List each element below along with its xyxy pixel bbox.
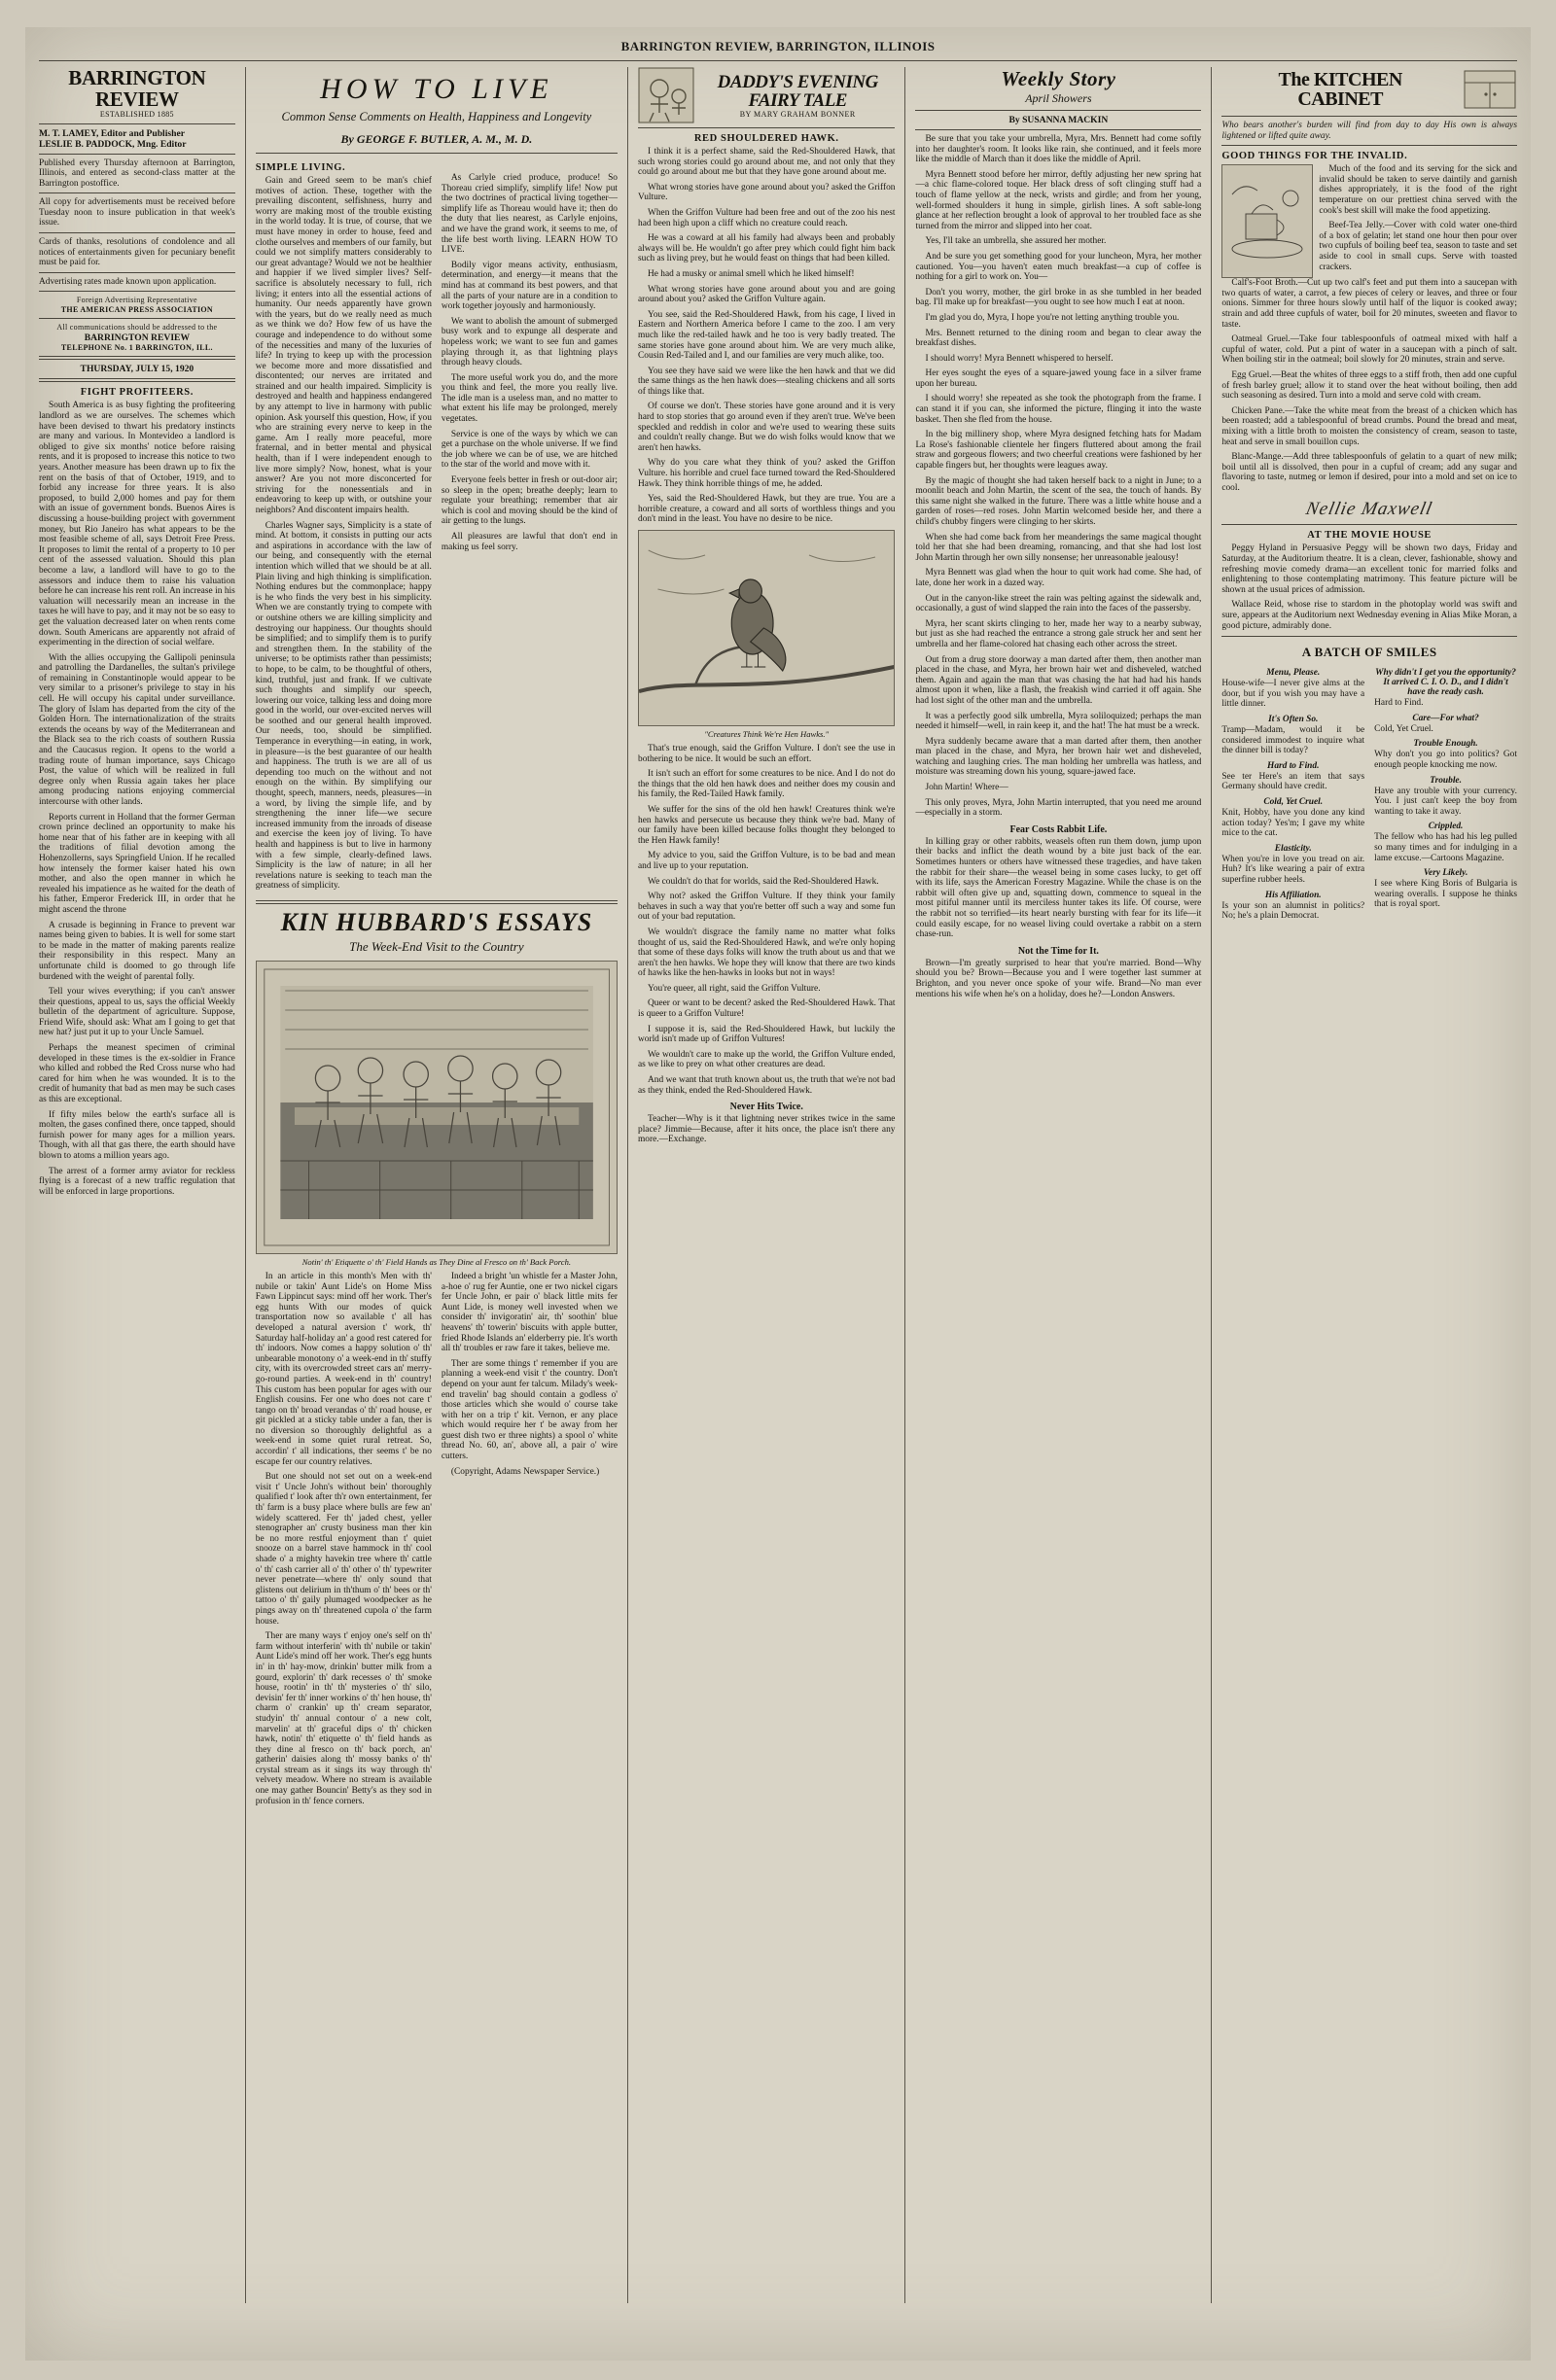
paragraph: Teacher—Why is it that lightning never strikes twice in the same place? Jimmie—Because, after it hits once, the place isn't there any more.—Exchange. bbox=[638, 1114, 896, 1145]
paragraph: We wouldn't disgrace the family name no matter what folks thought of us, said the Red-Shouldered Hawk, and we're only hoping that some of these days folks will know the truth about us and that we aren't the hen hawks. We hope they will know that there are two kinds of hawks like the hen-hawks in looks but not in ways! bbox=[638, 927, 896, 979]
never-hits-twice-text bbox=[638, 1114, 895, 1145]
joke-head: His Affiliation. bbox=[1264, 890, 1322, 900]
paragraph: Ther are many ways t' enjoy one's self on th' farm without interferin' with th' nubile or takin' Aunt Lide's mind off her work. Ther's egg hunts in' in th' hay-mow, drinkin' butter milk from a gourd, explorin' th' dark recesses o' th' smoke house, rootin' in th' th' mysteries o' th' silo, devisin' fer th' inner workins o' th' hen house, th' charm o' crankin' up th' cream separator, studyin' th' annual contour o' a new colt, marvelin' at th' graceful dips o' th' chicken hawk, notin' th' etiquette o' th' field hands as they dine al fresco on th' back porch, an' gatherin' daisies along th' mossy banks o' th' crystal stream as it sings its way through th' velvety meadow. Where no stream is available one may gather Bouncin' Betty's as they sod in profusion in th' fence corners. bbox=[255, 1631, 432, 1806]
paragraph: I'm glad you do, Myra, I hope you're not letting anything trouble you. bbox=[925, 312, 1180, 323]
divider bbox=[39, 123, 235, 124]
joke-text: House-wife—I never give alms at the door, but if you wish you may have a little dinner. bbox=[1221, 679, 1365, 710]
joke-head: Elasticity. bbox=[1274, 843, 1312, 854]
paragraph: We wouldn't care to make up the world, the Griffon Vulture ended, as we like to prey on what other creatures are dead. bbox=[638, 1049, 896, 1070]
joke-head: Very Likely. bbox=[1423, 868, 1468, 879]
column-divider bbox=[1211, 67, 1212, 2303]
how-to-live-title: HOW TO LIVE bbox=[320, 73, 553, 105]
joke-head: Cold, Yet Cruel. bbox=[1263, 796, 1324, 807]
daddy-head-line1: DADDY'S EVENING bbox=[717, 71, 878, 92]
divider bbox=[39, 378, 235, 382]
paragraph: Be sure that you take your umbrella, Myra, Mrs. Bennett had come softly into her daughter's room. It looks like rain, she continued, and it feels more like the middle of March than it does like the middle of April. bbox=[915, 134, 1202, 165]
paragraph: Blanc-Mange.—Add three tablespoonfuls of gelatin to a quart of new milk; boil until all is dissolved, then pour in a cupful of cream; add any sugar and flavoring to taste, nutmeg or lemon if desired, pour into a mold and set on ice to cool. bbox=[1221, 452, 1517, 493]
publication-notice-3: Cards of thanks, resolutions of condolence and all notices of entertainments given for pecuniary benefit must be paid for. bbox=[39, 237, 235, 268]
weekly-story-body bbox=[915, 134, 1201, 819]
paragraph: Oatmeal Gruel.—Take four tablespoonfuls of oatmeal mixed with half a cupful of water, cold. Put a pint of water in a saucepan with a pinch of salt. When boiling stir in the oatmeal; boil slowly for 20 minutes, strain and serve. bbox=[1221, 334, 1517, 366]
paragraph: By the magic of thought she had taken herself back to a night in June; to a moonlit beach and John Martin, the scent of the sea, the touch of hands. By this same night she walked in the future. There was a little white house and a garden of roses—red roses. John Martin welcomed beside her, and there a child's chubby fingers were clinging to her skirts. bbox=[915, 475, 1202, 527]
divider bbox=[1221, 116, 1517, 117]
column-daddys-fairy-tale bbox=[638, 67, 895, 2303]
paragraph: We couldn't do that for worlds, said the Red-Shouldered Hawk. bbox=[648, 876, 879, 887]
not-the-time-head: Not the Time for It. bbox=[1017, 945, 1099, 957]
editor-line: M. T. LAMEY, Editor and Publisher bbox=[39, 127, 185, 139]
joke-head: Care—For what? bbox=[1412, 713, 1479, 723]
paragraph: Bodily vigor means activity, enthusiasm, determination, and energy—it means that the mind has at command its best powers, and that all the parts of your nature are in a condition to work together joyously and harmoniously. bbox=[441, 260, 618, 312]
paragraph: And we want that truth known about us, the truth that we're not bad as they think, ended the Red-Shouldered Hawk. bbox=[638, 1075, 896, 1096]
simple-living-head: SIMPLE LIVING. bbox=[255, 162, 346, 173]
editorial-headline: FIGHT PROFITEERS. bbox=[80, 387, 194, 399]
credit-line: (Copyright, Adams Newspaper Service.) bbox=[450, 1466, 600, 1477]
movie-house-body bbox=[1221, 543, 1517, 631]
kitchen-body-rest bbox=[1221, 278, 1517, 493]
paragraph: Why not? asked the Griffon Vulture. If they think your family behaves in such a way that you're better off such a way and some fun out of your bad reputation. bbox=[638, 892, 896, 923]
farm-porch-scene-icon bbox=[257, 962, 617, 1253]
paragraph: When the Griffon Vulture had been free and out of the zoo his nest had been high upon a cliff which no creature could reach. bbox=[638, 207, 896, 228]
editorial-body bbox=[39, 401, 235, 1197]
paragraph: Yes, said the Red-Shouldered Hawk, but they are true. You are a horrible creature, a coward and all sorts of worthless things and you don't mind in the least. You have no desire to be nice. bbox=[638, 494, 896, 525]
daddy-author: BY MARY GRAHAM BONNER bbox=[739, 109, 856, 119]
issue-date: THURSDAY, JULY 15, 1920 bbox=[80, 364, 194, 375]
kitchen-epigraph: Who bears another's burden will find from day to day His own is always lightened or lifted quite away. bbox=[1221, 121, 1517, 141]
telephone-line: TELEPHONE No. 1 BARRINGTON, ILL. bbox=[60, 342, 213, 352]
joke-text: Hard to Find. bbox=[1374, 698, 1424, 709]
ad-rep-name: THE AMERICAN PRESS ASSOCIATION bbox=[60, 304, 213, 314]
never-hits-twice-head: Never Hits Twice. bbox=[729, 1102, 803, 1113]
how-to-live-body-left bbox=[256, 176, 432, 892]
joke-text: Is your son an alumnist in politics? No; he's a plain Democrat. bbox=[1221, 900, 1365, 922]
column-divider bbox=[904, 67, 905, 2303]
kin-hubbard-subtitle: The Week-End Visit to the Country bbox=[349, 938, 524, 954]
weekly-story-byline: By SUSANNA MACKIN bbox=[1008, 115, 1109, 125]
publication-notice-1: Published every Thursday afternoon at Barrington, Illinois, and entered as second-class matter at the Barrington postoffice. bbox=[39, 158, 235, 189]
paragraph: Indeed a bright 'un whistle fer a Master John, a-hoe o' rug fer Auntie, one er two nickel cigars fer Uncle John, er pair o' black little mits fer Aunt Lide, is money well invested when we consider th' invigoratin' air, th' soothin' blue heavens' th' towerin' biscuits with apple butter, fried Rhode Islands an' elderberry pie. It's worth all th' troubles er raw fare it takes, believe me. bbox=[441, 1271, 618, 1354]
column-weekly-story bbox=[915, 67, 1201, 2303]
joke-head: Menu, Please. bbox=[1266, 668, 1321, 679]
paragraph: Reports current in Holland that the former German crown prince declined an opportunity to make his home near that of his father are in keeping with all the traditions of filial devotion among the Hohenzollerns, says Springfield Union. If he recalled how intensely the former kaiser hated his own mother, and also the open manner in which he revealed his impatience as he waited for the death of his father, Emperor Frederick III, in order that he might ascend the throne bbox=[39, 812, 235, 915]
established-line: ESTABLISHED 1885 bbox=[99, 110, 174, 119]
column-divider bbox=[627, 67, 628, 2303]
paragraph: That's true enough, said the Griffon Vulture. I don't see the use in bothering to be nice. It would be such an effort. bbox=[638, 744, 896, 764]
paragraph: With the allies occupying the Gallipoli peninsula and patrolling the Dardanelles, the sultan's privilege of remaining in Constantinople would appear to be very similar to a prisoner's privilege to stay in his cell. He will occupy his capital under surveillance. The glory of Islam has departed from the city of the Golden Horn. The internationalization of the straits extends the oceans by way of the Mediterranean and the Black sea to the rich coasts of southern Russia and the Caucasus region. It opens to the world a trading route of human importance, says Chicago Post, the value of which will be realized in full degree only when Russia again takes her place among producing nations enjoying commercial intercourse with other lands. bbox=[39, 652, 235, 807]
kin-hubbard-caption: Notin' th' Etiquette o' th' Field Hands as They Dine al Fresco on th' Back Porch. bbox=[301, 1256, 572, 1267]
newspaper-sheet bbox=[25, 27, 1531, 2361]
kitchen-cabinet-icon bbox=[1463, 67, 1517, 112]
paragraph: You see they have said we were like the hen hawk and that we did the same things as the hen hawk does—stealing chickens and all sorts of things like that. bbox=[638, 366, 896, 397]
divider bbox=[1221, 145, 1517, 146]
paragraph: It isn't such an effort for some creatures to be nice. And I do not do the things that the old hen hawk does and neither does my cousin and his family, the Red-Tailed Hawk family. bbox=[638, 769, 896, 800]
kin-hubbard-illustration bbox=[256, 961, 618, 1254]
column-container bbox=[39, 67, 1517, 2303]
kin-hubbard-body-left bbox=[256, 1272, 432, 1806]
paragraph: He had a musky or animal smell which he liked himself! bbox=[648, 268, 855, 279]
kitchen-body-intro bbox=[1319, 164, 1517, 277]
divider bbox=[256, 153, 618, 154]
divider bbox=[39, 272, 235, 273]
paragraph: Don't you worry, mother, the girl broke in as she tumbled in her beaded bag. I'll make up for breakfast—you ought to see how much I eat at noon. bbox=[915, 287, 1202, 308]
paragraph: Charles Wagner says, Simplicity is a state of mind. At bottom, it consists in putting our acts and aspirations in accordance with the law of our being, and consequently with the eternal intention which willed that we should be at all. Plain living and high thinking is simplification. Nothing endures but the commonplace; happy is he who finds the very best in his simplicity. When we are constantly trying to compete with or outshine others we are killing simplicity and destroying our happiness. Our thoughts should be simplified; and to simplify them is to purify and strengthen them. In the stability of the universe; to be optimists rather than pessimists; to hope, to be calm, to be thoughtful of others, kind, truthful, just and frank. If we cultivate such thoughts and simplify our speech, lowering our voice, talking less and doing more good in the world, our over-excited nerves will be soothed and our general health improved. Our needs, too, should be simplified. Temperance in everything—in eating, in work, in pleasure—is the best guarantee of our health and happiness. The truth is we are all of us depending too much on the without and not enough on the within. By simplifying our thought, speech, manners, needs, pleasures—in a word, by living the simple life, and by strengthening the inner life—we secure increased immunity from the inroads of disease and exercise the keen joy of living. To have health and happiness is but to live in harmony with a few simple, clearly-defined laws. Simplicity is the law of nature; in all her revelations nature is seeking to teach man the greatness of simplicity. bbox=[255, 520, 432, 892]
paragraph: All pleasures are lawful that don't end in making us feel sorry. bbox=[441, 532, 618, 552]
column-masthead-editorial bbox=[39, 67, 235, 2303]
header-rule bbox=[39, 60, 1517, 61]
joke-head: Why didn't I get you the opportunity? It arrived C. I. O. D., and I didn't have the ready cash. bbox=[1375, 668, 1516, 698]
joke-text: Knit, Hobby, have you done any kind action today? Yes'm; I gave my white mice to the cat. bbox=[1221, 807, 1365, 839]
paragraph: Myra Bennett was glad when the hour to quit work had come. She had, of late, done her work in a dazed way. bbox=[915, 568, 1202, 588]
paragraph: Queer or want to be decent? asked the Red-Shouldered Hawk. That is queer to a Griffon Vulture! bbox=[638, 998, 896, 1020]
paragraph: As Carlyle cried produce, produce! So Thoreau cried simplify, simplify life! Now put the two doctrines of practical living together—simplify life as Thoreau would have it; then do the duty that lies nearest, as Carlyle enjoins, and we have the grand work, it seems to me, of the life best worth living. LEARN HOW TO LIVE. bbox=[441, 173, 618, 256]
paragraph: Wallace Reid, whose rise to stardom in the photoplay world was swift and sure, appears at the Auditorium next Wednesday evening in Alias Mike Moran, a good picture, admirably done. bbox=[1221, 600, 1517, 631]
paragraph: Tell your wives everything; if you can't answer their questions, appeal to us, says the official Weekly bulletin of the department of agriculture. Suppose, Friend Wife, should ask: What am I going to get that new hat? just put it up to your Uncle Samuel. bbox=[39, 987, 235, 1038]
hawk-on-branch-icon bbox=[639, 531, 894, 725]
hawk-illustration bbox=[638, 530, 895, 726]
paragraph: You see, said the Red-Shouldered Hawk, from his cage, I lived in Eastern and Northern America before I came to the zoo. I am very much like the red-tailed hawk and he too is very badly treated. The same stories have gone around about him. We are very much alike, Cousin Red-Tailed and I, and our families are very much alike, too. bbox=[638, 309, 896, 362]
ad-rep-label: Foreign Advertising Representative bbox=[76, 296, 197, 305]
joke-text: When you're in love you tread on air. Huh? It's like wearing a pair of extra superfine rubber heels. bbox=[1221, 854, 1365, 885]
tea-tray-icon bbox=[1222, 165, 1312, 272]
paragraph: Yes, I'll take an umbrella, she assured her mother. bbox=[925, 236, 1107, 247]
paragraph: A crusade is beginning in France to prevent war names being given to babies. It is well for some start to be made in the matter of making parents realize their responsibility in this respect. Many an unfortunate child is doomed to go through life burdened with the weight of parental folly. bbox=[39, 920, 235, 982]
joke-head: Crippled. bbox=[1428, 822, 1464, 832]
joke-text: Tramp—Madam, would it be considered immodest to inquire what the dinner bill is today? bbox=[1221, 725, 1365, 756]
paragraph: Ther are some things t' remember if you are planning a week-end visit t' the country. Don't depend on your aunt fer talcum. Milady's week-end travelin' bag should contain a godless o' those articles which she would o' course take with her on a trip t' kit. Vernon, er any place which would require her t' be away from her guest dish two er three nights) a spool o' white thread No. 60, an', above all, a pair o' wire cutters. bbox=[441, 1358, 618, 1462]
divider bbox=[638, 127, 895, 128]
paragraph: We want to abolish the amount of submerged busy work and to expunge all desperate and hopeless work; we want to see fun and games playing through it, as that lightning plays through heavy clouds. bbox=[441, 316, 618, 368]
good-things-head: GOOD THINGS FOR THE INVALID. bbox=[1221, 151, 1408, 162]
divider bbox=[39, 192, 235, 193]
paragraph: You're queer, all right, said the Griffon Vulture. bbox=[648, 983, 821, 994]
joke-head: Hard to Find. bbox=[1267, 760, 1320, 771]
weekly-story-title: Weekly Story bbox=[1001, 67, 1116, 90]
paragraph: The more useful work you do, and the more you think and feel, the more you really live. The idle man is a useless man, and no matter to what extent his life may be prolonged, merely vegetates. bbox=[441, 372, 618, 425]
divider bbox=[39, 154, 235, 155]
paragraph: Much of the food and its serving for the sick and invalid should be taken to serve daintily and garnish dishes appropriately, it is the food of the right temperature on our prettiest china served with the cook's best skill will make the food appetizing. bbox=[1319, 164, 1517, 216]
fairy-tale-logo-icon bbox=[638, 67, 694, 123]
paragraph: Out from a drug store doorway a man darted after them, then another man placed in the chase, and Myra, her brown hair wet and disheveled, watched them. Again and again the man that was chasing the hat had had his hands almost upon it when, like a flash, the freakish wind carried it off again. She had lost sight of the other man and the umbrella. bbox=[915, 654, 1202, 706]
paper-title: BARRINGTON REVIEW bbox=[68, 66, 206, 111]
paragraph: Why do you care what they think of you? asked the Griffon Vulture. his horrible and cruel face turned toward the Red-Shouldered Hawk. They think horrible things of me, he added. bbox=[638, 458, 896, 489]
column-how-to-live bbox=[256, 67, 618, 2303]
fear-costs-rabbit-text bbox=[915, 837, 1201, 940]
movie-house-head: AT THE MOVIE HOUSE bbox=[1307, 530, 1432, 542]
kitchen-head-line2: CABINET bbox=[1297, 88, 1383, 110]
joke-text: Have any trouble with your currency. You. I just can't keep the boy from wanting to take it away. bbox=[1374, 786, 1517, 817]
paragraph: Gain and Greed seem to be man's chief motives of action. These, together with the prevailing discontent, selfishness, hurry and worry are making most of the trouble existing in the world today. It is true, of course, that we must have money in order to house, feed and clothe ourselves and members of our family, but could we not simplify matters considerably to our great advantage? Would we not be healthier and happier if we lived simpler lives? Self-sacrifice is absolutely necessary to full, rich living; it enters into all the essential actions of humanity. Our needs apparently have grown with the years, but do we really need as much as we think we do? How few of us have the courage and independence to do without some of the necessities and many of the luxuries of life? In trying to keep up with the procession we become more and more dissatisfied and discontented; our nerves are irritated and strained and our health impaired. Simplicity is destroyed and health and happiness endangered by any attempt to live in harmony with public opinion. Ask yourself this question, How, if you who are straining every nerve to keep in the game. Am I really more peaceful, more fraternal, and in better mental and physical health, than if I were independent enough to live more simply? Now, honest, what is your answer? Are you not more disconcerted for striving for the nonessentials and in endeavoring to keep up with, or outshine your neighbors? And discontent impairs health. bbox=[255, 176, 432, 515]
paragraph: My advice to you, said the Griffon Vulture, is to be bad and mean and live up to your reputation. bbox=[638, 851, 896, 871]
hawk-illustration-caption: "Creatures Think We're Hen Hawks." bbox=[704, 729, 830, 739]
column-kitchen-cabinet bbox=[1221, 67, 1517, 2303]
paragraph: Out in the canyon-like street the rain was pelting against the sidewalk and, occasionally, a gust of wind slapped the rain into the faces of the passersby. bbox=[915, 593, 1202, 614]
paragraph: Myra, her scant skirts clinging to her, made her way to a nearby subway, but just as she had reached the entrance a strong gale struck her and sent her umbrella and her flame-colored hat chasing each other across the street. bbox=[915, 618, 1202, 649]
paragraph: Chicken Pane.—Take the white meat from the breast of a chicken which has been roasted; add a tablespoonful of bread crumbs. Pound the bread and meat, mixing with a little broth to moisten the consistency of cream, season to taste, heat and serve in small bouillon cups. bbox=[1221, 405, 1517, 447]
paragraph: What wrong stories have gone around about you and are going around about you? asked the Griffon Vulture again. bbox=[638, 284, 896, 305]
kin-hubbard-title: KIN HUBBARD'S ESSAYS bbox=[280, 907, 593, 936]
kitchen-illustration bbox=[1221, 164, 1313, 278]
joke-head: It's Often So. bbox=[1268, 715, 1319, 724]
paragraph: Beef-Tea Jelly.—Cover with cold water one-third of a box of gelatin; let stand one hour then pour over two cupfuls of boiling beef tea, season to taste and set aside to cool in small cups. Serve with toasted crackers. bbox=[1319, 221, 1517, 272]
paragraph: Egg Gruel.—Beat the whites of three eggs to a stiff froth, then add one cupful of fresh barley gruel; allow it to stand over the heat without boiling, then add such seasoning as desired. Turn into a mold and serve cold with cream. bbox=[1221, 369, 1517, 402]
how-to-live-body-right bbox=[442, 173, 618, 552]
joke-head: Trouble. bbox=[1430, 775, 1462, 786]
joke-text: Cold, Yet Cruel. bbox=[1374, 723, 1433, 734]
paragraph: And be sure you get something good for your luncheon, Myra, her mother cautioned. You—you haven't eaten much breakfast—a cup of coffee is nothing for a girl to work on. You— bbox=[915, 251, 1202, 283]
divider bbox=[39, 232, 235, 233]
paragraph: South America is as busy fighting the profiteering landlord as we are ourselves. The schemes which have been devised to thwart his predatory instincts are many and various. In Montevideo a landlord is obliged to give six months' notice before raising rents, and it is proposed to increase this notice to two years. Another measure has been drawn up to fix the rent on the basis of that of October, 1919, and to forbid any increase for three years. It is also proposed, to build 2,000 homes and pay for them with an issue of government bonds. Buenos Aires is discussing a house-building project with government money, but Rio Janeiro has what appears to be the most feasible scheme of all, says Detroit Free Press. It proposes to limit the rental of a property to 10 per cent of the assessed valuation. Should this plan become a law, a landlord will have to go to the assessors and induce them to raise his valuation before he can increase his rent roll. An increase in his valuation will necessarily mean an increase in the taxes he will have to pay, and it may not be so easy to get the valuation decreased later on when rents come down. South Americans are apparently not afraid of experimenting in the direction of social welfare. bbox=[39, 401, 235, 648]
column-divider bbox=[245, 67, 246, 2303]
paragraph: What wrong stories have gone around about you? asked the Griffon Vulture. bbox=[638, 182, 896, 203]
paragraph: I should worry! Myra Bennett whispered to herself. bbox=[925, 353, 1114, 364]
paragraph: It was a perfectly good silk umbrella, Myra soliloquized; perhaps the man needed it himself—well, in rain keep it, and the hat! The hat must be a wreck. bbox=[915, 711, 1202, 732]
divider bbox=[915, 110, 1201, 111]
divider bbox=[1221, 636, 1517, 637]
paragraph: Everyone feels better in fresh or out-door air; so sleep in the open; breathe deeply; learn to regulate your breathing; remember that air which is cool and moving should be the kind of air getting to the lungs. bbox=[441, 475, 618, 527]
joke-text: I see where King Boris of Bulgaria is wearing overalls. I suppose he thinks that is royal sport. bbox=[1374, 879, 1517, 910]
divider bbox=[256, 900, 618, 904]
manager-line: LESLIE B. PADDOCK, Mng. Editor bbox=[39, 138, 187, 150]
paragraph: When she had come back from her meanderings the same magical thought told her that she had been dreaming, romancing, and that she had lost lost John Martin through her own silly nonsense; her unreasonable jealousy! bbox=[915, 532, 1202, 563]
fear-costs-rabbit-head: Fear Costs Rabbit Life. bbox=[1009, 823, 1108, 835]
divider bbox=[39, 318, 235, 319]
smiles-grid bbox=[1221, 663, 1517, 922]
columnist-signature: Nellie Maxwell bbox=[1304, 499, 1435, 520]
joke-text: See ter Here's an item that says Germany should have credit. bbox=[1221, 771, 1365, 792]
publication-notice-2: All copy for advertisements must be received before Tuesday noon to insure publication in that week's issue. bbox=[39, 197, 235, 228]
paragraph: Her eyes sought the eyes of a square-jawed young face in a silver frame upon her bureau. bbox=[915, 368, 1202, 389]
running-head: BARRINGTON REVIEW, BARRINGTON, ILLINOIS bbox=[620, 39, 936, 53]
fairy-tale-body-bottom bbox=[638, 744, 895, 1096]
paragraph: The arrest of a former army aviator for reckless flying is a forecast of a new traffic regulation that will be enforced in large proportions. bbox=[39, 1166, 235, 1197]
paragraph: Brown—I'm greatly surprised to hear that you're married. Bond—Why should you be? Brown—Because you and I were together last summer at Brighton, and you never once spoke of your wife. Brand—No man ever mentions his wife when he's on a holiday, does he?—London Answers. bbox=[915, 958, 1202, 999]
paragraph: This only proves, Myra, John Martin interrupted, that you need me around—especially in a storm. bbox=[915, 797, 1202, 819]
paragraph: If fifty miles below the earth's surface all is molten, the gases confined there, once tapped, should furnish power for many ages for a million years. Though, with all that gas there, the earth should have blown to atoms a million years ago. bbox=[39, 1109, 235, 1161]
paragraph: Mrs. Bennett returned to the dining room and began to clear away the breakfast dishes. bbox=[915, 328, 1202, 349]
paragraph: Peggy Hyland in Persuasive Peggy will be shown two days, Friday and Saturday, at the Auditorium theatre. It is a clean, clever, fashionable, showy and refreshing movie comedy drama—an excellent tonic for married folks and enlightening to those contemplating matrimony. This feature picture will be shown at the usual prices of admission. bbox=[1221, 543, 1517, 595]
how-to-live-subtitle: Common Sense Comments on Health, Happiness and Longevity bbox=[281, 110, 592, 123]
fairy-tale-story-title: RED SHOULDERED HAWK. bbox=[693, 133, 839, 144]
joke-text: Why don't you go into politics? Got enough people knocking me now. bbox=[1374, 750, 1517, 770]
joke-head: Trouble Enough. bbox=[1413, 739, 1478, 750]
paragraph: Service is one of the ways by which we can get a purchase on the whole universe. If we find the job where we can be of use, we are hitched to the star of the world and move with it. bbox=[441, 429, 618, 471]
divider bbox=[39, 291, 235, 292]
paragraph: We suffer for the sins of the old hen hawk! Creatures think we're hen hawks and persecute us because they think we're bad. Many of our family have been killed because folks thought they belonged to the Hen Hawk family! bbox=[638, 804, 896, 846]
daddy-head-line2: FAIRY TALE bbox=[748, 89, 847, 111]
paragraph: I think it is a perfect shame, said the Red-Shouldered Hawk, that such wrong stories could go around about me, and not only that they could go around about me but that they have gone around about me. bbox=[638, 147, 896, 178]
publication-notice-4: Advertising rates made known upon application. bbox=[39, 276, 217, 287]
paragraph: Calf's-Foot Broth.—Cut up two calf's feet and put them into a saucepan with two quarts of water, a carrot, a few pieces of celery or leaves, and three or four onions. Simmer for three hours slowly until half of the liquor is cooked away; strain and add three cupfuls of water, boil for 20 minutes, sweeten and flavor to taste. bbox=[1221, 278, 1517, 330]
paragraph: But one should not set out on a week-end visit t' Uncle John's without bein' thoroughly qualified t' look after th'r own entertainment, fer th' farm is a busy place where bulls are few an' widely scattered. Fer th' jaded chest, yeller stenographer an' crusty business man ther kin be no more restful enjoyment than t' quiet snooze on a barrel stave hammock in th' cool shade o' a mighty havekin tree where th' cattle o' th' cash carrier all o' th' other o' th' typewriter never penetrate—where th' only sound that glistens out delirium in th'thum o' th' bees or th' tattoo o' th' gaily plumaged woodpecker as he pings away on th' threatened cupola o' the farm house. bbox=[255, 1472, 432, 1627]
batch-of-smiles-head: A BATCH OF SMILES bbox=[1301, 645, 1437, 660]
fairy-tale-body-top bbox=[638, 147, 895, 525]
paragraph: He was a coward at all his family had always been and probably always will be. He wouldn't go after prey which could fight him back such as living prey, but he would feast on things that had been killed. bbox=[638, 233, 896, 264]
divider bbox=[39, 356, 235, 360]
paragraph: I should worry! she repeated as she took the photograph from the frame. I can stand it if you can, she informed the picture, flinging it into the waste basket. Then she fled from the house. bbox=[915, 394, 1202, 425]
paragraph: In the big millinery shop, where Myra designed fetching hats for Madam La Rose's fashionable clientele her fingers fluttered about among the frail straw and gorgeous flowers; and two cheerful creations were fashioned by her capable fingers but, her thoughts were leagues away. bbox=[915, 430, 1202, 472]
paragraph: In an article in this month's Men with th' nubile or takin' Aunt Lide's on Home Miss Fawn Lippincut says: mind off her work. Ther's egg hunts With our modes of quick transportation now so available t' all has developed a natural aversion t' work, th' Saturday half-holiday an' a good rest catered for th' indoors. Now comes a happy solution o' th' unbearable monotony o' a week-end in th' stuffy city, with its overcrowded street cars an' merry-go-round parties. A week-end in th' country! This custom has been popular for ages with our English cousins. Fer one who does not care t' tango on th' broad verandas o' th' road house, er git pickled at a sticky table under a fan, ther is no diversion so thoroughly delightful as a week-end in some quiet rural retreat. So, accordin' t' all indications, ther seems t' be no escape fer our country relatives. bbox=[255, 1271, 432, 1467]
address-paper: BARRINGTON REVIEW bbox=[84, 332, 191, 343]
paragraph: Myra Bennett stood before her mirror, deftly adjusting her new spring hat—a chic flame-colored toque. Her black dress of soft clinging stuff had a touch of flame yellow at the neck, wrists and girdle; and from her young, well-formed shoulders it hung in simple, girlish lines. A soft sable-long glance at her reflection brought a look of approval to her troubled face as she turned from the mirror and slipped into her coat. bbox=[915, 169, 1202, 231]
divider bbox=[915, 129, 1201, 130]
not-the-time-text bbox=[915, 959, 1201, 999]
divider bbox=[1221, 524, 1517, 525]
paragraph: John Martin! Where— bbox=[925, 783, 1008, 793]
kin-hubbard-body-right bbox=[442, 1272, 618, 1477]
how-to-live-byline: By GEORGE F. BUTLER, A. M., M. D. bbox=[340, 132, 533, 146]
weekly-story-subtitle: April Showers bbox=[1025, 91, 1092, 105]
paragraph: Of course we don't. These stories have gone around and it is very hard to stop stories that go around even if they aren't true. We've been speckled and reddish in color and we're used to wearing these suits and couldn't really change. But we do wish folks would know that we aren't hen hawks. bbox=[638, 402, 896, 453]
paragraph: In killing gray or other rabbits, weasels often run them down, jump upon their backs and inflict the death wound by a bite just back of the ear. Sometimes hunters or others have witnessed these tragedies, and have taken the rabbit for their share—the weasel being in some cases lucky, to get off with its life, says the American Forestry Magazine. While the chase is on the rabbit will often give up and, squatting down, commence to squeal in the most pitiful manner until its merciless hunter takes its life. Of course, were the rabbit not so terrified—its heart nearly bursting with fear for its life—it could easily escape, for no weasel living could overtake a rabbit on a stern chase-run. bbox=[915, 836, 1202, 940]
kitchen-head-line1: The KITCHEN bbox=[1278, 69, 1402, 90]
paragraph: Myra suddenly became aware that a man darted after them, then another man placed in the chase, and Myra, her brown hair wet and disheveled, watching and laughing cries. The man holding her umbrella was hatless, and moisture was streaming down his young, square-jawed face. bbox=[915, 736, 1202, 778]
joke-text: The fellow who has had his leg pulled so many times and for indulging in a lame excuse.—Cartoons Magazine. bbox=[1374, 832, 1517, 863]
address-note: All communications should be addressed to the bbox=[56, 323, 218, 332]
paragraph: I suppose it is, said the Red-Shouldered Hawk, but luckily the world isn't made up of Griffon Vultures! bbox=[638, 1024, 896, 1045]
paragraph: Perhaps the meanest specimen of criminal developed in these times is the ex-soldier in France who killed and robbed the Red Cross nurse who had cared for him when he was wounded. It is to the credit of humanity that bad as men may be such cases as this are exceptional. bbox=[39, 1043, 235, 1105]
